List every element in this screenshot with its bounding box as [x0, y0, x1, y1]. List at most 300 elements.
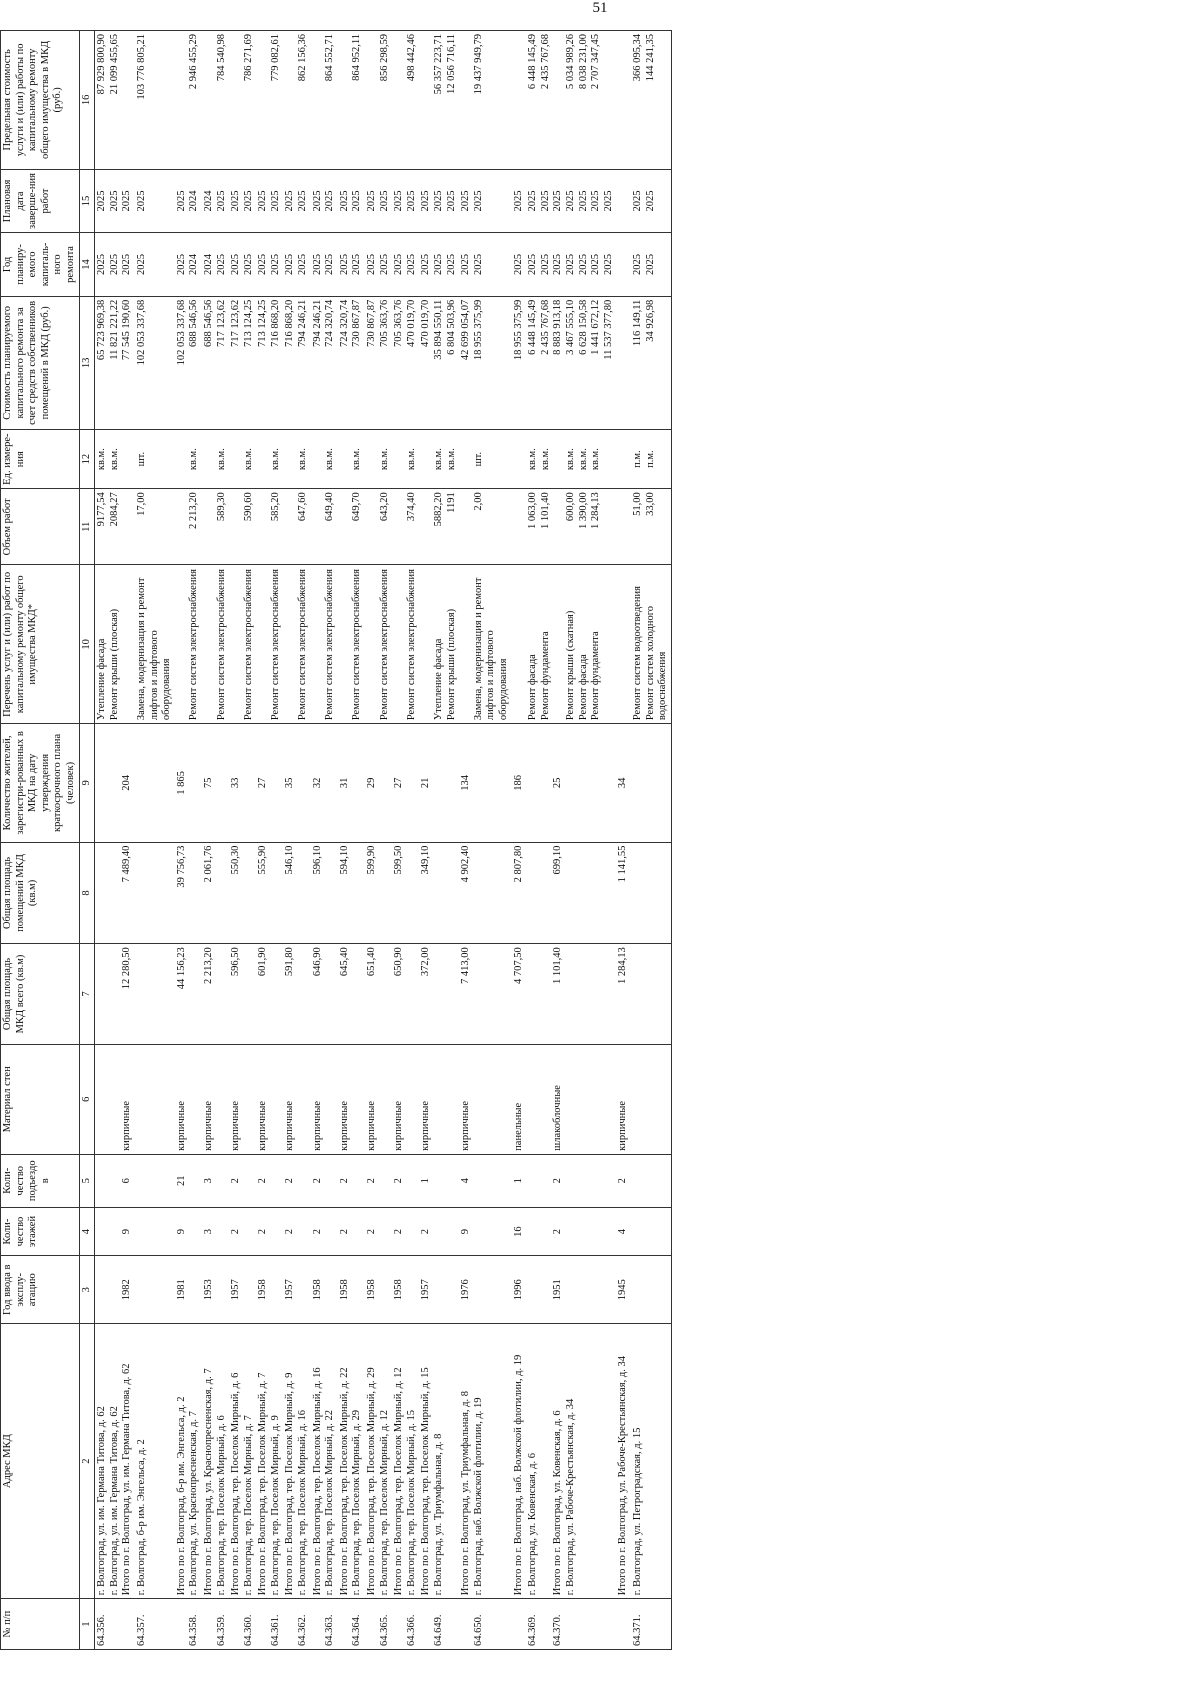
- cell-line: 64.362.: [297, 1614, 309, 1646]
- cell-repair-year: [135, 233, 175, 296]
- cell-line: 64.370.: [552, 1614, 564, 1646]
- cell-floors: [202, 1207, 229, 1256]
- cell-residents: [202, 724, 229, 843]
- cell-line: 33: [230, 777, 242, 789]
- cell-line: [527, 1158, 540, 1204]
- cell-line: 2: [366, 1178, 378, 1184]
- cell-works: [392, 565, 419, 724]
- cell-line: Итого по г. Волгоград, тер. Поселок Мирный, д. 6: [230, 1372, 242, 1596]
- cell-line: 18 955 375,99: [472, 299, 484, 361]
- cell-residents: [419, 724, 459, 843]
- cell-year-built: [419, 1256, 459, 1324]
- cell-works: [512, 565, 527, 724]
- cell-works: [135, 565, 175, 724]
- cell-line: 2: [617, 1178, 629, 1184]
- table-row: [135, 31, 175, 1650]
- cell-line: 33,00: [644, 492, 656, 516]
- cell-line: 3: [202, 1228, 214, 1235]
- cell-line: [540, 1259, 553, 1320]
- cell-floors: [338, 1207, 365, 1256]
- cell-line: 116 149,11: [631, 299, 643, 347]
- cell-line: 8 883 913,18: [552, 299, 564, 355]
- cell-wall-material: [419, 1044, 459, 1154]
- cell-line: Ремонт фасада: [577, 654, 589, 721]
- cell-line: 2 946 455,29: [188, 34, 200, 90]
- cell-line: шт.: [135, 451, 147, 467]
- cell-line: 2025: [420, 253, 432, 275]
- cell-wall-material: [392, 1044, 419, 1154]
- column-number: 9: [79, 724, 95, 843]
- cell-line: 470 019,70: [405, 299, 417, 347]
- table-row: [631, 31, 671, 1650]
- cell-line: [136, 1158, 149, 1204]
- cell-line: 2025: [472, 253, 484, 275]
- cell-line: 589,30: [215, 492, 227, 522]
- cell-line: 688 546,56: [188, 299, 200, 347]
- cell-line: [176, 34, 189, 166]
- cell-repair-year: [419, 233, 459, 296]
- cell-line: [109, 1259, 122, 1320]
- cell-line: 21: [420, 777, 432, 789]
- cell-line: [96, 1158, 109, 1204]
- cell-completion-date: [229, 169, 256, 232]
- cell-line: [109, 727, 122, 839]
- cell-line: кв.м.: [351, 448, 363, 471]
- cell-works: [631, 565, 671, 724]
- cell-line: [284, 1602, 297, 1646]
- cell-wall-material: [311, 1044, 338, 1154]
- cell-address: [283, 1324, 310, 1599]
- cell-line: 717 123,62: [230, 299, 242, 347]
- cell-premises-area: [256, 842, 283, 944]
- cell-line: [527, 1211, 540, 1253]
- cell-wall-material: [202, 1044, 229, 1154]
- cell-works: [365, 565, 392, 724]
- cell-row-number: [459, 1599, 511, 1650]
- cell-line: [527, 947, 540, 1041]
- cell-line: кв.м.: [405, 448, 417, 471]
- cell-line: [203, 492, 216, 561]
- cell-line: 585,20: [269, 492, 281, 522]
- cell-line: 2025: [297, 253, 309, 275]
- cell-premises-area: [175, 842, 202, 944]
- cell-line: 2: [311, 1178, 323, 1184]
- cell-line: 7 489,40: [121, 845, 133, 883]
- cell-line: 650,90: [393, 947, 405, 977]
- cell-premises-area: [526, 842, 616, 944]
- cell-work-volume: [229, 489, 256, 565]
- cell-line: 2025: [445, 190, 457, 212]
- cell-line: 349,10: [420, 845, 432, 875]
- cell-line: 44 156,23: [175, 947, 187, 990]
- header-row-number: № п/п: [1, 1599, 80, 1650]
- cell-planned-cost: [392, 296, 419, 429]
- cell-line: Итого по г. Волгоград, ул. Краснопресненская, д. 7: [202, 1368, 214, 1596]
- cell-line: 2025: [460, 253, 472, 275]
- cell-residents: [95, 724, 135, 843]
- cell-line: [176, 1602, 189, 1646]
- cell-entrances: [512, 1154, 527, 1207]
- cell-line: Ремонт систем электроснабжения: [269, 569, 281, 721]
- cell-line: [312, 1602, 325, 1646]
- cell-line: 3: [202, 1178, 214, 1184]
- cell-line: 29: [366, 777, 378, 789]
- cell-line: 27: [257, 777, 269, 789]
- cell-line: 2025: [230, 253, 242, 275]
- cell-address: [175, 1324, 202, 1599]
- cell-line: 2024: [188, 253, 200, 275]
- cell-floors: [283, 1207, 310, 1256]
- cell-line: 2025: [351, 190, 363, 212]
- cell-line: 1 284,13: [590, 492, 602, 530]
- cell-line: [96, 1048, 109, 1151]
- cell-completion-date: [338, 169, 365, 232]
- cell-premises-area: [459, 842, 511, 944]
- cell-planned-cost: [365, 296, 392, 429]
- cell-residents: [526, 724, 616, 843]
- cell-line: [312, 433, 325, 485]
- cell-unit: [459, 430, 511, 489]
- cell-line: Итого по г. Волгоград, тер. Поселок Мирный, д. 29: [366, 1367, 378, 1596]
- cell-line: 64.363.: [324, 1614, 336, 1646]
- cell-line: панельные: [512, 1102, 524, 1151]
- cell-planned-cost: [175, 296, 202, 429]
- cell-line: 64.361.: [269, 1614, 281, 1646]
- cell-line: кв.м.: [188, 448, 200, 471]
- cell-year-built: [616, 1256, 631, 1324]
- cell-line: [257, 568, 270, 720]
- cell-address: [338, 1324, 365, 1599]
- cell-total-area: [311, 944, 338, 1045]
- cell-line: 2025: [311, 190, 323, 212]
- cell-work-volume: [256, 489, 283, 565]
- cell-row-number: [631, 1599, 671, 1650]
- cell-premises-area: [311, 842, 338, 944]
- column-number: 4: [79, 1207, 95, 1256]
- cell-line: кв.м.: [527, 448, 539, 471]
- cell-wall-material: [95, 1044, 135, 1154]
- cell-line: 1951: [552, 1279, 564, 1301]
- cell-line: 5 034 989,26: [564, 34, 576, 90]
- cell-address: [392, 1324, 419, 1599]
- cell-total-area: [616, 944, 631, 1045]
- cell-unit: [512, 430, 527, 489]
- cell-line: [617, 433, 630, 485]
- cell-line: кв.м.: [242, 448, 254, 471]
- cell-line: 2025: [284, 253, 296, 275]
- cell-works: [311, 565, 338, 724]
- cell-floors: [175, 1207, 202, 1256]
- cell-wall-material: [459, 1044, 511, 1154]
- cell-line: 2025: [108, 253, 120, 275]
- cell-work-volume: [338, 489, 365, 565]
- cell-premises-area: [392, 842, 419, 944]
- cell-line: 645,40: [338, 947, 350, 977]
- cell-line: кв.м.: [269, 448, 281, 471]
- cell-line: [257, 34, 270, 166]
- column-number: 8: [79, 842, 95, 944]
- cell-line: 2025: [631, 253, 643, 275]
- cell-line: г. Волгоград, ул. Рабоче-Крестьянская, д. 34: [564, 1398, 576, 1596]
- cell-wall-material: [526, 1044, 616, 1154]
- cell-line: [230, 492, 243, 561]
- cell-line: г. Волгоград, б-р им. Энгельса, д. 2: [135, 1439, 147, 1596]
- cell-line: [136, 846, 149, 941]
- cell-unit: [392, 430, 419, 489]
- cell-line: кирпичные: [230, 1100, 242, 1151]
- cell-line: кв.м.: [96, 448, 108, 471]
- cell-line: г. Волгоград, наб. Волжской флотилии, д. 19: [472, 1397, 484, 1596]
- cell-unit: [631, 430, 671, 489]
- cell-work-volume: [365, 489, 392, 565]
- cell-line: 75: [202, 777, 214, 789]
- cell-line: 7 413,00: [460, 947, 472, 984]
- cell-line: 35: [284, 777, 296, 789]
- cell-works: [229, 565, 256, 724]
- cell-line: [552, 433, 565, 485]
- cell-floors: [95, 1207, 135, 1256]
- column-number: 12: [79, 430, 95, 489]
- cell-line: 716 868,20: [284, 299, 296, 347]
- cell-line: 688 546,56: [202, 299, 214, 347]
- cell-line: Ремонт систем электроснабжения: [324, 569, 336, 721]
- cell-line: [393, 433, 406, 485]
- cell-line: 2 707 347,45: [590, 34, 602, 90]
- cell-line: кв.м.: [433, 448, 444, 471]
- cell-line: 730 867,87: [351, 299, 363, 347]
- cell-line: 2025: [433, 190, 444, 212]
- cell-residents: [311, 724, 338, 843]
- cell-floors: [512, 1207, 527, 1256]
- cell-line: 8 038 231,00: [577, 34, 589, 90]
- cell-total-area: [512, 944, 527, 1045]
- cell-line: [632, 1048, 645, 1151]
- cell-line: 27: [393, 777, 405, 789]
- cell-total-area: [256, 944, 283, 1045]
- cell-line: [527, 1259, 540, 1320]
- header-total-area: Общая площадь МКД всего (кв.м): [1, 944, 80, 1045]
- cell-line: 1958: [338, 1279, 350, 1301]
- cell-line: Ремонт крыши (скатная): [564, 610, 576, 721]
- cell-line: 1191: [445, 492, 457, 513]
- cell-line: [420, 1602, 433, 1646]
- cell-line: [176, 568, 189, 720]
- cell-line: 2025: [121, 190, 133, 212]
- cell-planned-cost: [616, 296, 631, 429]
- cell-planned-cost: [229, 296, 256, 429]
- cell-line: [617, 34, 630, 166]
- cell-planned-cost: [95, 296, 135, 429]
- cell-row-number: [175, 1599, 202, 1650]
- cell-line: 699,10: [552, 845, 564, 875]
- cell-floors: [135, 1207, 175, 1256]
- cell-max-cost: [512, 31, 527, 170]
- cell-line: [540, 727, 553, 839]
- cell-row-number: [95, 1599, 135, 1650]
- cell-line: 34 926,98: [644, 299, 656, 342]
- cell-total-area: [283, 944, 310, 1045]
- cell-work-volume: [175, 489, 202, 565]
- table-row: [365, 31, 392, 1650]
- cell-line: [460, 433, 473, 485]
- cell-line: 786 271,69: [242, 34, 254, 82]
- cell-line: 372,00: [420, 947, 432, 977]
- cell-work-volume: [283, 489, 310, 565]
- cell-planned-cost: [631, 296, 671, 429]
- cell-residents: [256, 724, 283, 843]
- cell-line: 6 628 150,58: [577, 299, 589, 355]
- cell-address: [202, 1324, 229, 1599]
- cell-repair-year: [459, 233, 511, 296]
- cell-unit: [526, 430, 616, 489]
- cell-line: [540, 846, 553, 941]
- cell-line: [632, 1211, 645, 1253]
- cell-total-area: [135, 944, 175, 1045]
- cell-line: 1 441 672,12: [590, 299, 602, 355]
- header-work-volume: Объем работ: [1, 489, 80, 565]
- cell-line: 2025: [420, 190, 432, 212]
- table-row: [338, 31, 365, 1650]
- cell-repair-year: [202, 233, 229, 296]
- cell-line: 856 298,59: [378, 34, 390, 82]
- cell-line: 64.364.: [351, 1614, 363, 1646]
- cell-line: 590,60: [242, 492, 254, 522]
- cell-line: 713 124,25: [257, 299, 269, 347]
- cell-repair-year: [631, 233, 671, 296]
- column-number: 6: [79, 1044, 95, 1154]
- cell-line: [176, 433, 189, 485]
- cell-line: Ремонт фасада: [527, 654, 539, 721]
- cell-line: 1 063,00: [527, 492, 539, 530]
- cell-line: 2025: [644, 190, 656, 212]
- cell-line: 2025: [257, 190, 269, 212]
- cell-line: 705 363,76: [393, 299, 405, 347]
- cell-line: [203, 34, 216, 166]
- cell-line: [632, 1158, 645, 1204]
- cell-line: 1982: [121, 1279, 133, 1301]
- cell-line: [540, 1602, 553, 1646]
- table-row: [175, 31, 202, 1650]
- cell-line: [617, 492, 630, 561]
- cell-line: кирпичные: [311, 1100, 323, 1151]
- cell-line: Итого по г. Волгоград, ул. Ковенская, д. 6: [552, 1410, 564, 1596]
- cell-line: 2024: [202, 190, 214, 212]
- cell-max-cost: [392, 31, 419, 170]
- cell-total-area: [459, 944, 511, 1045]
- cell-line: [540, 1211, 553, 1253]
- cell-line: 1958: [393, 1279, 405, 1301]
- cell-year-built: [229, 1256, 256, 1324]
- cell-residents: [512, 724, 527, 843]
- cell-line: кирпичные: [366, 1100, 378, 1151]
- cell-total-area: [175, 944, 202, 1045]
- cell-total-area: [365, 944, 392, 1045]
- cell-line: 2025: [269, 253, 281, 275]
- cell-line: 9: [175, 1228, 187, 1235]
- cell-line: 2025: [460, 190, 472, 212]
- cell-line: 2024: [202, 253, 214, 275]
- cell-line: [136, 1211, 149, 1253]
- table-row: [526, 31, 616, 1650]
- cell-total-area: [392, 944, 419, 1045]
- cell-line: 21: [175, 1175, 187, 1187]
- cell-works: [95, 565, 135, 724]
- cell-line: 42 699 054,07: [460, 299, 472, 361]
- cell-line: 144 241,35: [644, 34, 656, 82]
- cell-line: [552, 492, 565, 561]
- cell-address: [135, 1324, 175, 1599]
- column-number: 5: [79, 1154, 95, 1207]
- cell-repair-year: [256, 233, 283, 296]
- cell-address: [229, 1324, 256, 1599]
- cell-line: 366 095,34: [631, 34, 643, 82]
- cell-repair-year: [392, 233, 419, 296]
- table-row: [311, 31, 338, 1650]
- cell-line: кв.м.: [297, 448, 309, 471]
- cell-line: кирпичные: [121, 1100, 133, 1151]
- cell-line: 2: [338, 1228, 350, 1235]
- cell-max-cost: [283, 31, 310, 170]
- cell-line: 65 723 969,38: [96, 299, 108, 361]
- column-number: 16: [79, 31, 95, 170]
- cell-unit: [616, 430, 631, 489]
- cell-entrances: [526, 1154, 616, 1207]
- cell-completion-date: [616, 169, 631, 232]
- cell-completion-date: [631, 169, 671, 232]
- cell-line: Итого по г. Волгоград, тер. Поселок Мирный, д. 9: [284, 1372, 296, 1596]
- cell-unit: [419, 430, 459, 489]
- cell-year-built: [283, 1256, 310, 1324]
- cell-work-volume: [392, 489, 419, 565]
- cell-line: 2025: [564, 253, 576, 275]
- cell-line: [366, 568, 379, 720]
- cell-year-built: [512, 1256, 527, 1324]
- cell-line: п.м.: [644, 450, 656, 468]
- cell-works: [419, 565, 459, 724]
- header-max-cost: Предельная стоимость услуги и (или) работы по капитальному ремонту общего имущества в МКД (руб.): [1, 31, 80, 170]
- cell-line: [552, 34, 565, 166]
- cell-line: кв.м.: [378, 448, 390, 471]
- cell-line: 1953: [202, 1279, 214, 1301]
- cell-line: 25: [552, 777, 564, 789]
- header-row: [1, 31, 80, 1650]
- cell-works: [283, 565, 310, 724]
- cell-line: 2025: [393, 190, 405, 212]
- cell-line: [366, 34, 379, 166]
- cell-entrances: [202, 1154, 229, 1207]
- cell-line: [284, 492, 297, 561]
- cell-line: Ремонт крыши (плоская): [445, 608, 457, 721]
- header-completion-date: Плановая дата заверше-ния работ: [1, 169, 80, 232]
- cell-line: 6 448 145,49: [527, 299, 539, 355]
- cell-line: 9: [460, 1228, 472, 1235]
- cell-line: 596,10: [311, 845, 323, 875]
- cell-total-area: [95, 944, 135, 1045]
- cell-line: 2025: [366, 190, 378, 212]
- cell-line: [109, 1211, 122, 1253]
- cell-line: [96, 727, 109, 839]
- cell-line: г. Волгоград, ул. Триумфальная, д. 8: [433, 1433, 444, 1596]
- cell-max-cost: [419, 31, 459, 170]
- cell-line: 2: [552, 1178, 564, 1184]
- cell-line: 2: [393, 1178, 405, 1184]
- cell-total-area: [631, 944, 671, 1045]
- cell-line: [230, 1602, 243, 1646]
- cell-line: 12 056 716,11: [445, 34, 457, 94]
- cell-line: г. Волгоград, тер. Поселок Мирный, д. 12: [378, 1410, 390, 1596]
- cell-floors: [459, 1207, 511, 1256]
- cell-line: 2025: [405, 190, 417, 212]
